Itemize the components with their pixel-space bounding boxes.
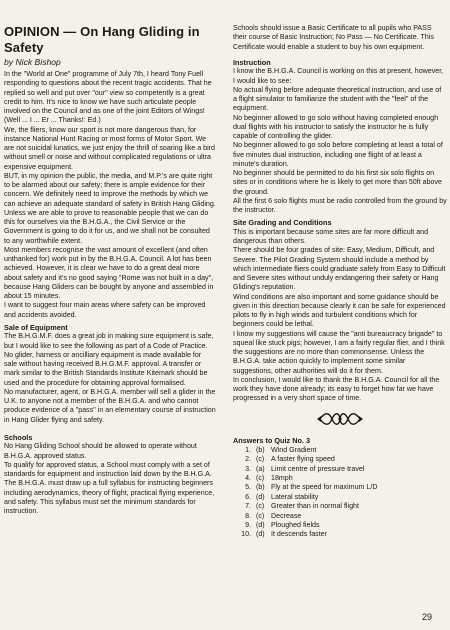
section-heading-instruction: Instruction <box>233 57 271 67</box>
paragraph: Schools should issue a Basic Certificate to all pupils who PASS their course of Basic Instruction; No Pass — No Certificate. This Certificate would enable a student to buy his own equipment. <box>233 24 434 51</box>
answer-text: Greater than in normal flight <box>271 502 359 511</box>
section-heading-equipment: Sale of Equipment <box>4 322 68 332</box>
answer-letter: (c) <box>256 502 265 511</box>
answer-number: 4. <box>245 473 251 482</box>
answer-number: 6. <box>245 492 251 501</box>
answer-number: 5. <box>245 483 251 492</box>
list-item <box>239 521 447 530</box>
paragraph: Unless we are able to prove to reasonable people that we can do this for ourselves via the B.H.G.A., the Civil Service or the Government is going to do it for us, and we shall not be consulted to any worthwhile extent. <box>4 208 210 245</box>
paragraph: The B.H.G.M.F. does a great job in making sure equipment is safe, but I would like to see the following as part of a Code of Practice. <box>4 332 214 350</box>
paragraph: All the first 6 solo flights must be radio controlled from the ground by the instructor. <box>233 196 447 215</box>
list-item <box>239 483 447 492</box>
paragraph: I know my suggestions will cause the "anti bureaucracy brigade" to squeal like stuck pigs; however, I am a fairly regular flier, and I think the suggestions are no more than commonsense. Unless the B.H.G.A. take action quickly to implement some similar suggestions, other authorities will do it for them. <box>233 329 445 375</box>
quiz-answers-title: Answers to Quiz No. 3 <box>233 435 311 445</box>
answer-letter: (c) <box>256 473 265 482</box>
paragraph: We, the fliers, know our sport is not more dangerous than, for instance National Hunt Racing or most forms of Motor Sport. We are not suicidal lunatics, we just enjoy the thrill of soaring like a bird without smell or noise and without complicated regulations or ultra expensive equipment. <box>4 125 215 171</box>
answer-text: Fly at the speed for maximum L/D <box>271 483 378 492</box>
section-heading-schools: Schools <box>4 432 33 442</box>
answer-number: 8. <box>245 511 251 520</box>
answer-number: 10. <box>241 530 251 539</box>
paragraph: No beginner allowed to go solo without having completed enough dual flights with his instructor to satisfy the instructor he is fully capable of controlling the glider. <box>233 113 439 141</box>
paragraph: I know the B.H.G.A. Council is working on this at present, however, I would like to see: <box>233 67 444 85</box>
intro-section <box>4 70 216 320</box>
answer-text: It descends faster <box>271 530 327 539</box>
paragraph: No manufacturer, agent, or B.H.G.A. member will sell a glider in the U.K. to anyone not a member of the B.H.G.A. and who cannot produce evidence of a "pass" in an elementary course of instruction in Hang Glider flying and safety. <box>4 387 216 424</box>
answer-letter: (b) <box>256 483 265 492</box>
article-byline: by Nick Bishop <box>4 57 61 67</box>
answer-letter: (a) <box>256 464 265 473</box>
answer-number: 1. <box>245 445 251 454</box>
list-item <box>239 530 447 539</box>
answer-text: Ploughed fields <box>271 520 320 529</box>
answer-text: Wind Gradient <box>271 445 317 454</box>
paragraph: No glider, harness or ancilliary equipment is made available for sale without having received B.H.G.M.F. approval. A transfer or mark similar to the British Standards Institute Kitemark should be used and the procedure for obtaining approval formalised. <box>4 350 208 387</box>
right-column <box>233 0 447 540</box>
paragraph: In the "World at One" programme of July 7th, I heard Tony Fuell responding to questions about the recent tragic accidents. That he replied so well and put over "our" view so competently is a great credit to him. It's nice to know we have such articulate people involved on the Council and as one of the joint Editors of Wings! (Well ... I ... Er ... Thanks!: Ed.) <box>4 70 212 125</box>
answer-letter: (d) <box>256 492 265 501</box>
paragraph: BUT, in my opinion the public, the media, and M.P.'s are quite right to be alarmed about our safety; there is ample evidence for their concern. We definitely need to improve the methods by which we can achieve an adequate standard of safety in British Hang Gliding. <box>4 171 216 208</box>
answer-text: Decrease <box>271 511 302 520</box>
list-item <box>239 474 447 483</box>
paragraph: I want to suggest four main areas where safety can be improved and accidents avoided. <box>4 301 206 319</box>
instruction-section <box>233 58 447 216</box>
answer-number: 9. <box>245 520 251 529</box>
answer-number: 3. <box>245 464 251 473</box>
paragraph: This is important because some sites are far more difficult and dangerous than others. <box>233 227 429 246</box>
paragraph: Wind conditions are also important and some guidance should be given in this direction because clearly it can be safe for experienced pilots to fly in high winds and turbulent conditions which for beginners could be lethal. <box>233 292 446 329</box>
answer-text: Limit centre of pressure travel <box>271 464 365 473</box>
paragraph: No beginner allowed to go solo before completing at least a total of five minutes dual instruction, including one flight of at least a minute's duration. <box>233 141 443 168</box>
schools-section <box>4 433 216 517</box>
paragraph: The B.H.G.A. must draw up a full syllabus for instructing beginners including aerodynamics, theory of flight, practical flying experience, and safety. This syllabus must set the minimum standards for instruction. <box>4 479 215 516</box>
list-item <box>239 502 447 511</box>
left-column <box>4 0 216 516</box>
answer-number: 2. <box>245 455 251 464</box>
answer-letter: (d) <box>256 520 265 529</box>
section-heading-site-grading: Site Grading and Conditions <box>233 218 332 228</box>
paragraph: In conclusion, I would like to thank the B.H.G.A. Council for all the work they have done already; its easy to forget how far we have progressed in a very short space of time. <box>233 375 440 403</box>
list-item <box>239 455 447 464</box>
article-title: OPINION — On Hang Gliding in Safety <box>4 24 200 55</box>
list-item <box>239 465 447 474</box>
certificate-section <box>233 24 447 52</box>
paragraph: No actual flying before adequate theoretical instruction, and use of a flight simulator to familiarize the student with the "feel" of the equipment. <box>233 85 442 113</box>
list-item <box>239 493 447 502</box>
quiz-answers-list <box>233 446 447 540</box>
answer-letter: (d) <box>256 530 265 539</box>
quiz-answers <box>233 436 447 540</box>
ornament-divider <box>233 410 447 428</box>
answer-letter: (c) <box>256 511 265 520</box>
paragraph: There should be four grades of site: Easy, Medium, Difficult, and Severe. The Pilot Grading System should include a method by which intermediate fliers could graduate safely from Easy to Difficult and Severe sites without unduly endangering their safety or Hang Gliding's reputation. <box>233 246 446 292</box>
equipment-section <box>4 323 216 425</box>
answer-number: 7. <box>245 502 251 511</box>
decorative-scroll-icon <box>317 410 363 428</box>
site-grading-section <box>233 218 447 403</box>
paragraph: To qualify for approved status, a School must comply with a set of standards for equipment and instruction laid down by the B.H.G.A. <box>4 460 212 479</box>
paragraph: No beginner should be permitted to do his first six solo flights on sites or in conditions where he is likely to get more than 50ft above the ground. <box>233 169 442 196</box>
paragraph: No Hang Gliding School should be allowed to operate without B.H.G.A. approved status. <box>4 442 197 460</box>
answer-text: A faster flying speed <box>271 455 335 464</box>
list-item <box>239 512 447 521</box>
list-item <box>239 446 447 455</box>
page-number: 29 <box>421 612 432 622</box>
answer-text: Lateral stability <box>271 492 319 501</box>
answer-letter: (c) <box>256 455 265 464</box>
paragraph: Most members recognise the vast amount of excellent (and often unthanked for) work put in by the B.H.G.A. Council. A lot has been achieved. However, it is clear we have to do a great deal more about safety and it's no good saying "Rome was not built in a day", because Hang Gliders can be bought by anyone and assembled in about 15 minutes. <box>4 245 214 300</box>
answer-text: 18mph <box>271 473 293 482</box>
answer-letter: (b) <box>256 445 265 454</box>
